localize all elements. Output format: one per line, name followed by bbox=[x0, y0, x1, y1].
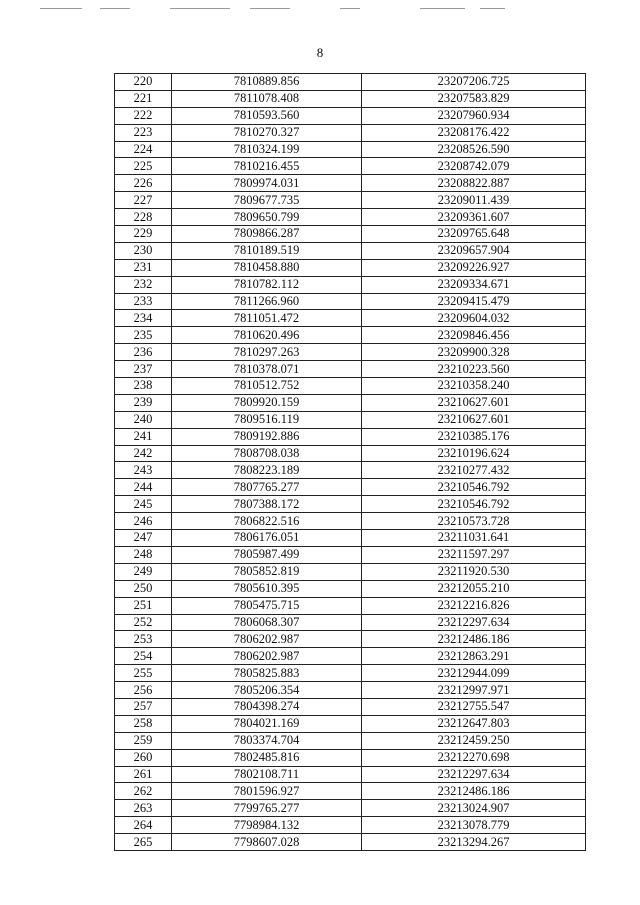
scan-artifact-header bbox=[40, 8, 600, 12]
point-number-cell: 263 bbox=[115, 800, 172, 817]
y-coordinate-cell: 23210627.601 bbox=[362, 411, 586, 428]
y-coordinate-cell: 23209334.671 bbox=[362, 276, 586, 293]
table-row bbox=[115, 90, 586, 107]
point-number-cell: 260 bbox=[115, 749, 172, 766]
x-coordinate-cell: 7810512.752 bbox=[172, 378, 362, 395]
table-row bbox=[115, 783, 586, 800]
y-coordinate-cell: 23209604.032 bbox=[362, 310, 586, 327]
table-row bbox=[115, 293, 586, 310]
y-coordinate-cell: 23213294.267 bbox=[362, 834, 586, 851]
x-coordinate-cell: 7798984.132 bbox=[172, 817, 362, 834]
point-number-cell: 229 bbox=[115, 226, 172, 243]
y-coordinate-cell: 23212216.826 bbox=[362, 597, 586, 614]
y-coordinate-cell: 23212486.186 bbox=[362, 631, 586, 648]
y-coordinate-cell: 23209011.439 bbox=[362, 192, 586, 209]
x-coordinate-cell: 7811051.472 bbox=[172, 310, 362, 327]
point-number-cell: 250 bbox=[115, 580, 172, 597]
table-row bbox=[115, 546, 586, 563]
point-number-cell: 236 bbox=[115, 344, 172, 361]
y-coordinate-cell: 23212297.634 bbox=[362, 614, 586, 631]
x-coordinate-cell: 7810216.455 bbox=[172, 158, 362, 175]
table-row bbox=[115, 496, 586, 513]
point-number-cell: 256 bbox=[115, 682, 172, 699]
table-row bbox=[115, 394, 586, 411]
x-coordinate-cell: 7809920.159 bbox=[172, 394, 362, 411]
y-coordinate-cell: 23208822.887 bbox=[362, 175, 586, 192]
point-number-cell: 232 bbox=[115, 276, 172, 293]
y-coordinate-cell: 23209900.328 bbox=[362, 344, 586, 361]
point-number-cell: 220 bbox=[115, 74, 172, 91]
point-number-cell: 246 bbox=[115, 513, 172, 530]
table-row bbox=[115, 479, 586, 496]
y-coordinate-cell: 23207583.829 bbox=[362, 90, 586, 107]
x-coordinate-cell: 7810782.112 bbox=[172, 276, 362, 293]
table-row bbox=[115, 276, 586, 293]
table-row bbox=[115, 817, 586, 834]
point-number-cell: 233 bbox=[115, 293, 172, 310]
x-coordinate-cell: 7809974.031 bbox=[172, 175, 362, 192]
table-row bbox=[115, 682, 586, 699]
y-coordinate-cell: 23211031.641 bbox=[362, 530, 586, 547]
y-coordinate-cell: 23209361.607 bbox=[362, 209, 586, 226]
y-coordinate-cell: 23212486.186 bbox=[362, 783, 586, 800]
point-number-cell: 247 bbox=[115, 530, 172, 547]
table-row bbox=[115, 428, 586, 445]
point-number-cell: 241 bbox=[115, 428, 172, 445]
point-number-cell: 234 bbox=[115, 310, 172, 327]
y-coordinate-cell: 23209415.479 bbox=[362, 293, 586, 310]
y-coordinate-cell: 23212055.210 bbox=[362, 580, 586, 597]
point-number-cell: 249 bbox=[115, 563, 172, 580]
table-row bbox=[115, 462, 586, 479]
point-number-cell: 221 bbox=[115, 90, 172, 107]
x-coordinate-cell: 7798607.028 bbox=[172, 834, 362, 851]
y-coordinate-cell: 23212997.971 bbox=[362, 682, 586, 699]
table-row bbox=[115, 175, 586, 192]
point-number-cell: 238 bbox=[115, 378, 172, 395]
table-row bbox=[115, 597, 586, 614]
table-row bbox=[115, 631, 586, 648]
point-number-cell: 235 bbox=[115, 327, 172, 344]
point-number-cell: 265 bbox=[115, 834, 172, 851]
y-coordinate-cell: 23209657.904 bbox=[362, 242, 586, 259]
y-coordinate-cell: 23213024.907 bbox=[362, 800, 586, 817]
table-row bbox=[115, 648, 586, 665]
coordinates-table bbox=[114, 73, 586, 851]
x-coordinate-cell: 7810324.199 bbox=[172, 141, 362, 158]
point-number-cell: 231 bbox=[115, 259, 172, 276]
y-coordinate-cell: 23207960.934 bbox=[362, 107, 586, 124]
x-coordinate-cell: 7811266.960 bbox=[172, 293, 362, 310]
x-coordinate-cell: 7805610.395 bbox=[172, 580, 362, 597]
x-coordinate-cell: 7810889.856 bbox=[172, 74, 362, 91]
table-row bbox=[115, 530, 586, 547]
y-coordinate-cell: 23212297.634 bbox=[362, 766, 586, 783]
x-coordinate-cell: 7805825.883 bbox=[172, 665, 362, 682]
point-number-cell: 245 bbox=[115, 496, 172, 513]
y-coordinate-cell: 23212270.698 bbox=[362, 749, 586, 766]
point-number-cell: 230 bbox=[115, 242, 172, 259]
x-coordinate-cell: 7810189.519 bbox=[172, 242, 362, 259]
x-coordinate-cell: 7802108.711 bbox=[172, 766, 362, 783]
x-coordinate-cell: 7809192.886 bbox=[172, 428, 362, 445]
table-row bbox=[115, 209, 586, 226]
y-coordinate-cell: 23213078.779 bbox=[362, 817, 586, 834]
table-row bbox=[115, 124, 586, 141]
point-number-cell: 237 bbox=[115, 361, 172, 378]
x-coordinate-cell: 7802485.816 bbox=[172, 749, 362, 766]
point-number-cell: 227 bbox=[115, 192, 172, 209]
table-row bbox=[115, 259, 586, 276]
x-coordinate-cell: 7806068.307 bbox=[172, 614, 362, 631]
point-number-cell: 259 bbox=[115, 732, 172, 749]
x-coordinate-cell: 7801596.927 bbox=[172, 783, 362, 800]
table-row bbox=[115, 698, 586, 715]
x-coordinate-cell: 7806202.987 bbox=[172, 631, 362, 648]
table-row bbox=[115, 563, 586, 580]
x-coordinate-cell: 7810270.327 bbox=[172, 124, 362, 141]
table-row bbox=[115, 158, 586, 175]
point-number-cell: 226 bbox=[115, 175, 172, 192]
point-number-cell: 240 bbox=[115, 411, 172, 428]
x-coordinate-cell: 7806202.987 bbox=[172, 648, 362, 665]
table-row bbox=[115, 226, 586, 243]
x-coordinate-cell: 7809677.735 bbox=[172, 192, 362, 209]
table-row bbox=[115, 580, 586, 597]
y-coordinate-cell: 23210627.601 bbox=[362, 394, 586, 411]
x-coordinate-cell: 7803374.704 bbox=[172, 732, 362, 749]
coordinates-table-body bbox=[115, 74, 586, 851]
table-row bbox=[115, 732, 586, 749]
x-coordinate-cell: 7804398.274 bbox=[172, 698, 362, 715]
y-coordinate-cell: 23212755.547 bbox=[362, 698, 586, 715]
point-number-cell: 239 bbox=[115, 394, 172, 411]
x-coordinate-cell: 7809650.799 bbox=[172, 209, 362, 226]
x-coordinate-cell: 7807388.172 bbox=[172, 496, 362, 513]
table-row bbox=[115, 665, 586, 682]
table-row bbox=[115, 192, 586, 209]
y-coordinate-cell: 23210546.792 bbox=[362, 496, 586, 513]
point-number-cell: 255 bbox=[115, 665, 172, 682]
table-row bbox=[115, 834, 586, 851]
y-coordinate-cell: 23211597.297 bbox=[362, 546, 586, 563]
y-coordinate-cell: 23212647.803 bbox=[362, 715, 586, 732]
point-number-cell: 225 bbox=[115, 158, 172, 175]
table-row bbox=[115, 766, 586, 783]
point-number-cell: 242 bbox=[115, 445, 172, 462]
x-coordinate-cell: 7805852.819 bbox=[172, 563, 362, 580]
point-number-cell: 264 bbox=[115, 817, 172, 834]
x-coordinate-cell: 7810458.880 bbox=[172, 259, 362, 276]
point-number-cell: 228 bbox=[115, 209, 172, 226]
y-coordinate-cell: 23210358.240 bbox=[362, 378, 586, 395]
point-number-cell: 253 bbox=[115, 631, 172, 648]
x-coordinate-cell: 7804021.169 bbox=[172, 715, 362, 732]
table-row bbox=[115, 715, 586, 732]
table-row bbox=[115, 411, 586, 428]
table-row bbox=[115, 445, 586, 462]
table-row bbox=[115, 800, 586, 817]
y-coordinate-cell: 23210196.624 bbox=[362, 445, 586, 462]
point-number-cell: 222 bbox=[115, 107, 172, 124]
table-row bbox=[115, 242, 586, 259]
x-coordinate-cell: 7811078.408 bbox=[172, 90, 362, 107]
x-coordinate-cell: 7805475.715 bbox=[172, 597, 362, 614]
point-number-cell: 223 bbox=[115, 124, 172, 141]
x-coordinate-cell: 7799765.277 bbox=[172, 800, 362, 817]
table-row bbox=[115, 513, 586, 530]
point-number-cell: 262 bbox=[115, 783, 172, 800]
y-coordinate-cell: 23210546.792 bbox=[362, 479, 586, 496]
y-coordinate-cell: 23208526.590 bbox=[362, 141, 586, 158]
point-number-cell: 258 bbox=[115, 715, 172, 732]
x-coordinate-cell: 7806176.051 bbox=[172, 530, 362, 547]
table-row bbox=[115, 74, 586, 91]
point-number-cell: 252 bbox=[115, 614, 172, 631]
y-coordinate-cell: 23207206.725 bbox=[362, 74, 586, 91]
x-coordinate-cell: 7810620.496 bbox=[172, 327, 362, 344]
x-coordinate-cell: 7810593.560 bbox=[172, 107, 362, 124]
y-coordinate-cell: 23208742.079 bbox=[362, 158, 586, 175]
table-row bbox=[115, 361, 586, 378]
table-row bbox=[115, 614, 586, 631]
table-row bbox=[115, 378, 586, 395]
y-coordinate-cell: 23209226.927 bbox=[362, 259, 586, 276]
y-coordinate-cell: 23212863.291 bbox=[362, 648, 586, 665]
table-row bbox=[115, 344, 586, 361]
point-number-cell: 254 bbox=[115, 648, 172, 665]
x-coordinate-cell: 7805987.499 bbox=[172, 546, 362, 563]
table-row bbox=[115, 749, 586, 766]
y-coordinate-cell: 23212459.250 bbox=[362, 732, 586, 749]
y-coordinate-cell: 23210573.728 bbox=[362, 513, 586, 530]
x-coordinate-cell: 7805206.354 bbox=[172, 682, 362, 699]
y-coordinate-cell: 23210277.432 bbox=[362, 462, 586, 479]
x-coordinate-cell: 7807765.277 bbox=[172, 479, 362, 496]
table-row bbox=[115, 327, 586, 344]
point-number-cell: 257 bbox=[115, 698, 172, 715]
point-number-cell: 248 bbox=[115, 546, 172, 563]
point-number-cell: 251 bbox=[115, 597, 172, 614]
x-coordinate-cell: 7810378.071 bbox=[172, 361, 362, 378]
x-coordinate-cell: 7808708.038 bbox=[172, 445, 362, 462]
y-coordinate-cell: 23209846.456 bbox=[362, 327, 586, 344]
y-coordinate-cell: 23210223.560 bbox=[362, 361, 586, 378]
table-row bbox=[115, 310, 586, 327]
x-coordinate-cell: 7810297.263 bbox=[172, 344, 362, 361]
y-coordinate-cell: 23209765.648 bbox=[362, 226, 586, 243]
point-number-cell: 224 bbox=[115, 141, 172, 158]
y-coordinate-cell: 23211920.530 bbox=[362, 563, 586, 580]
x-coordinate-cell: 7808223.189 bbox=[172, 462, 362, 479]
point-number-cell: 261 bbox=[115, 766, 172, 783]
page-number: 8 bbox=[316, 45, 324, 60]
table-row bbox=[115, 141, 586, 158]
x-coordinate-cell: 7809516.119 bbox=[172, 411, 362, 428]
y-coordinate-cell: 23212944.099 bbox=[362, 665, 586, 682]
y-coordinate-cell: 23210385.176 bbox=[362, 428, 586, 445]
table-row bbox=[115, 107, 586, 124]
y-coordinate-cell: 23208176.422 bbox=[362, 124, 586, 141]
point-number-cell: 244 bbox=[115, 479, 172, 496]
x-coordinate-cell: 7809866.287 bbox=[172, 226, 362, 243]
point-number-cell: 243 bbox=[115, 462, 172, 479]
x-coordinate-cell: 7806822.516 bbox=[172, 513, 362, 530]
